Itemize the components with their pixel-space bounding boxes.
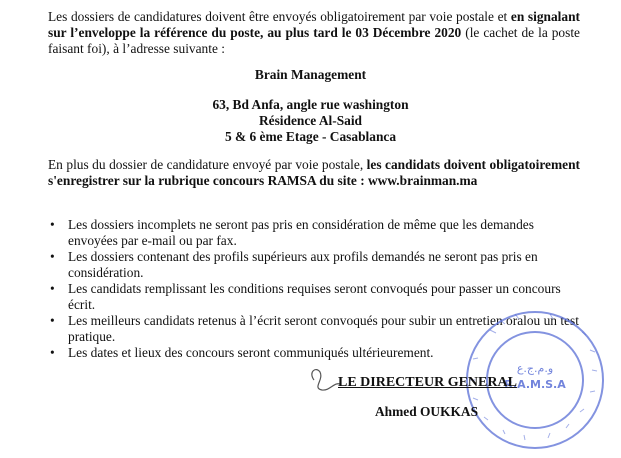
list-item: • Les dates et lieux des concours seront communiqués ultérieurement. bbox=[48, 345, 580, 361]
address-floor-city: 5 & 6 ème Etage - Casablanca bbox=[224, 129, 397, 144]
signature-name: Ahmed OUKKAS bbox=[375, 404, 479, 419]
intro-deadline: en signalant sur l’enveloppe la référence du poste, au plus tard le 03 Décembre 2020 bbox=[48, 9, 580, 40]
intro-paragraph bbox=[48, 9, 580, 57]
intro-text-2: (le cachet de la poste faisant foi), à l’adresse suivante : bbox=[48, 25, 580, 56]
address-building: Résidence Al-Said bbox=[258, 113, 363, 128]
registration-instruction: les candidats doivent obligatoirement s'enregistrer sur la rubrique concours RAMSA du site : www.brainman.ma bbox=[48, 157, 581, 188]
list-item: • Les meilleurs candidats retenus à l’écrit seront convoqués pour subir un entretien oralou un test pratique. bbox=[48, 313, 580, 345]
address-street: 63, Bd Anfa, angle rue washington bbox=[212, 97, 409, 112]
official-stamp bbox=[430, 290, 620, 458]
stamp-arabic-text: و.م.ج.ع bbox=[516, 362, 554, 375]
list-item: • Les dossiers contenant des profils supérieurs aux profils demandés ne seront pas pris en considération. bbox=[48, 249, 580, 281]
stamp-latin-text: R.A.M.S.A bbox=[504, 378, 566, 391]
registration-text: En plus du dossier de candidature envoyé par voie postale, bbox=[48, 157, 367, 172]
intro-text-1: Les dossiers de candidatures doivent être envoyés obligatoirement par voie postale et bbox=[48, 9, 511, 24]
list-item: • Les candidats remplissant les conditions requises seront convoqués pour passer un concours écrit. bbox=[48, 281, 580, 313]
signature-title: LE DIRECTEUR GENERAL bbox=[338, 375, 517, 390]
address-company: Brain Management bbox=[254, 67, 367, 82]
list-item: • Les dossiers incomplets ne seront pas pris en considération de même que les demandes envoyées par e-mail ou par fax. bbox=[48, 217, 580, 249]
registration-paragraph bbox=[48, 157, 580, 189]
